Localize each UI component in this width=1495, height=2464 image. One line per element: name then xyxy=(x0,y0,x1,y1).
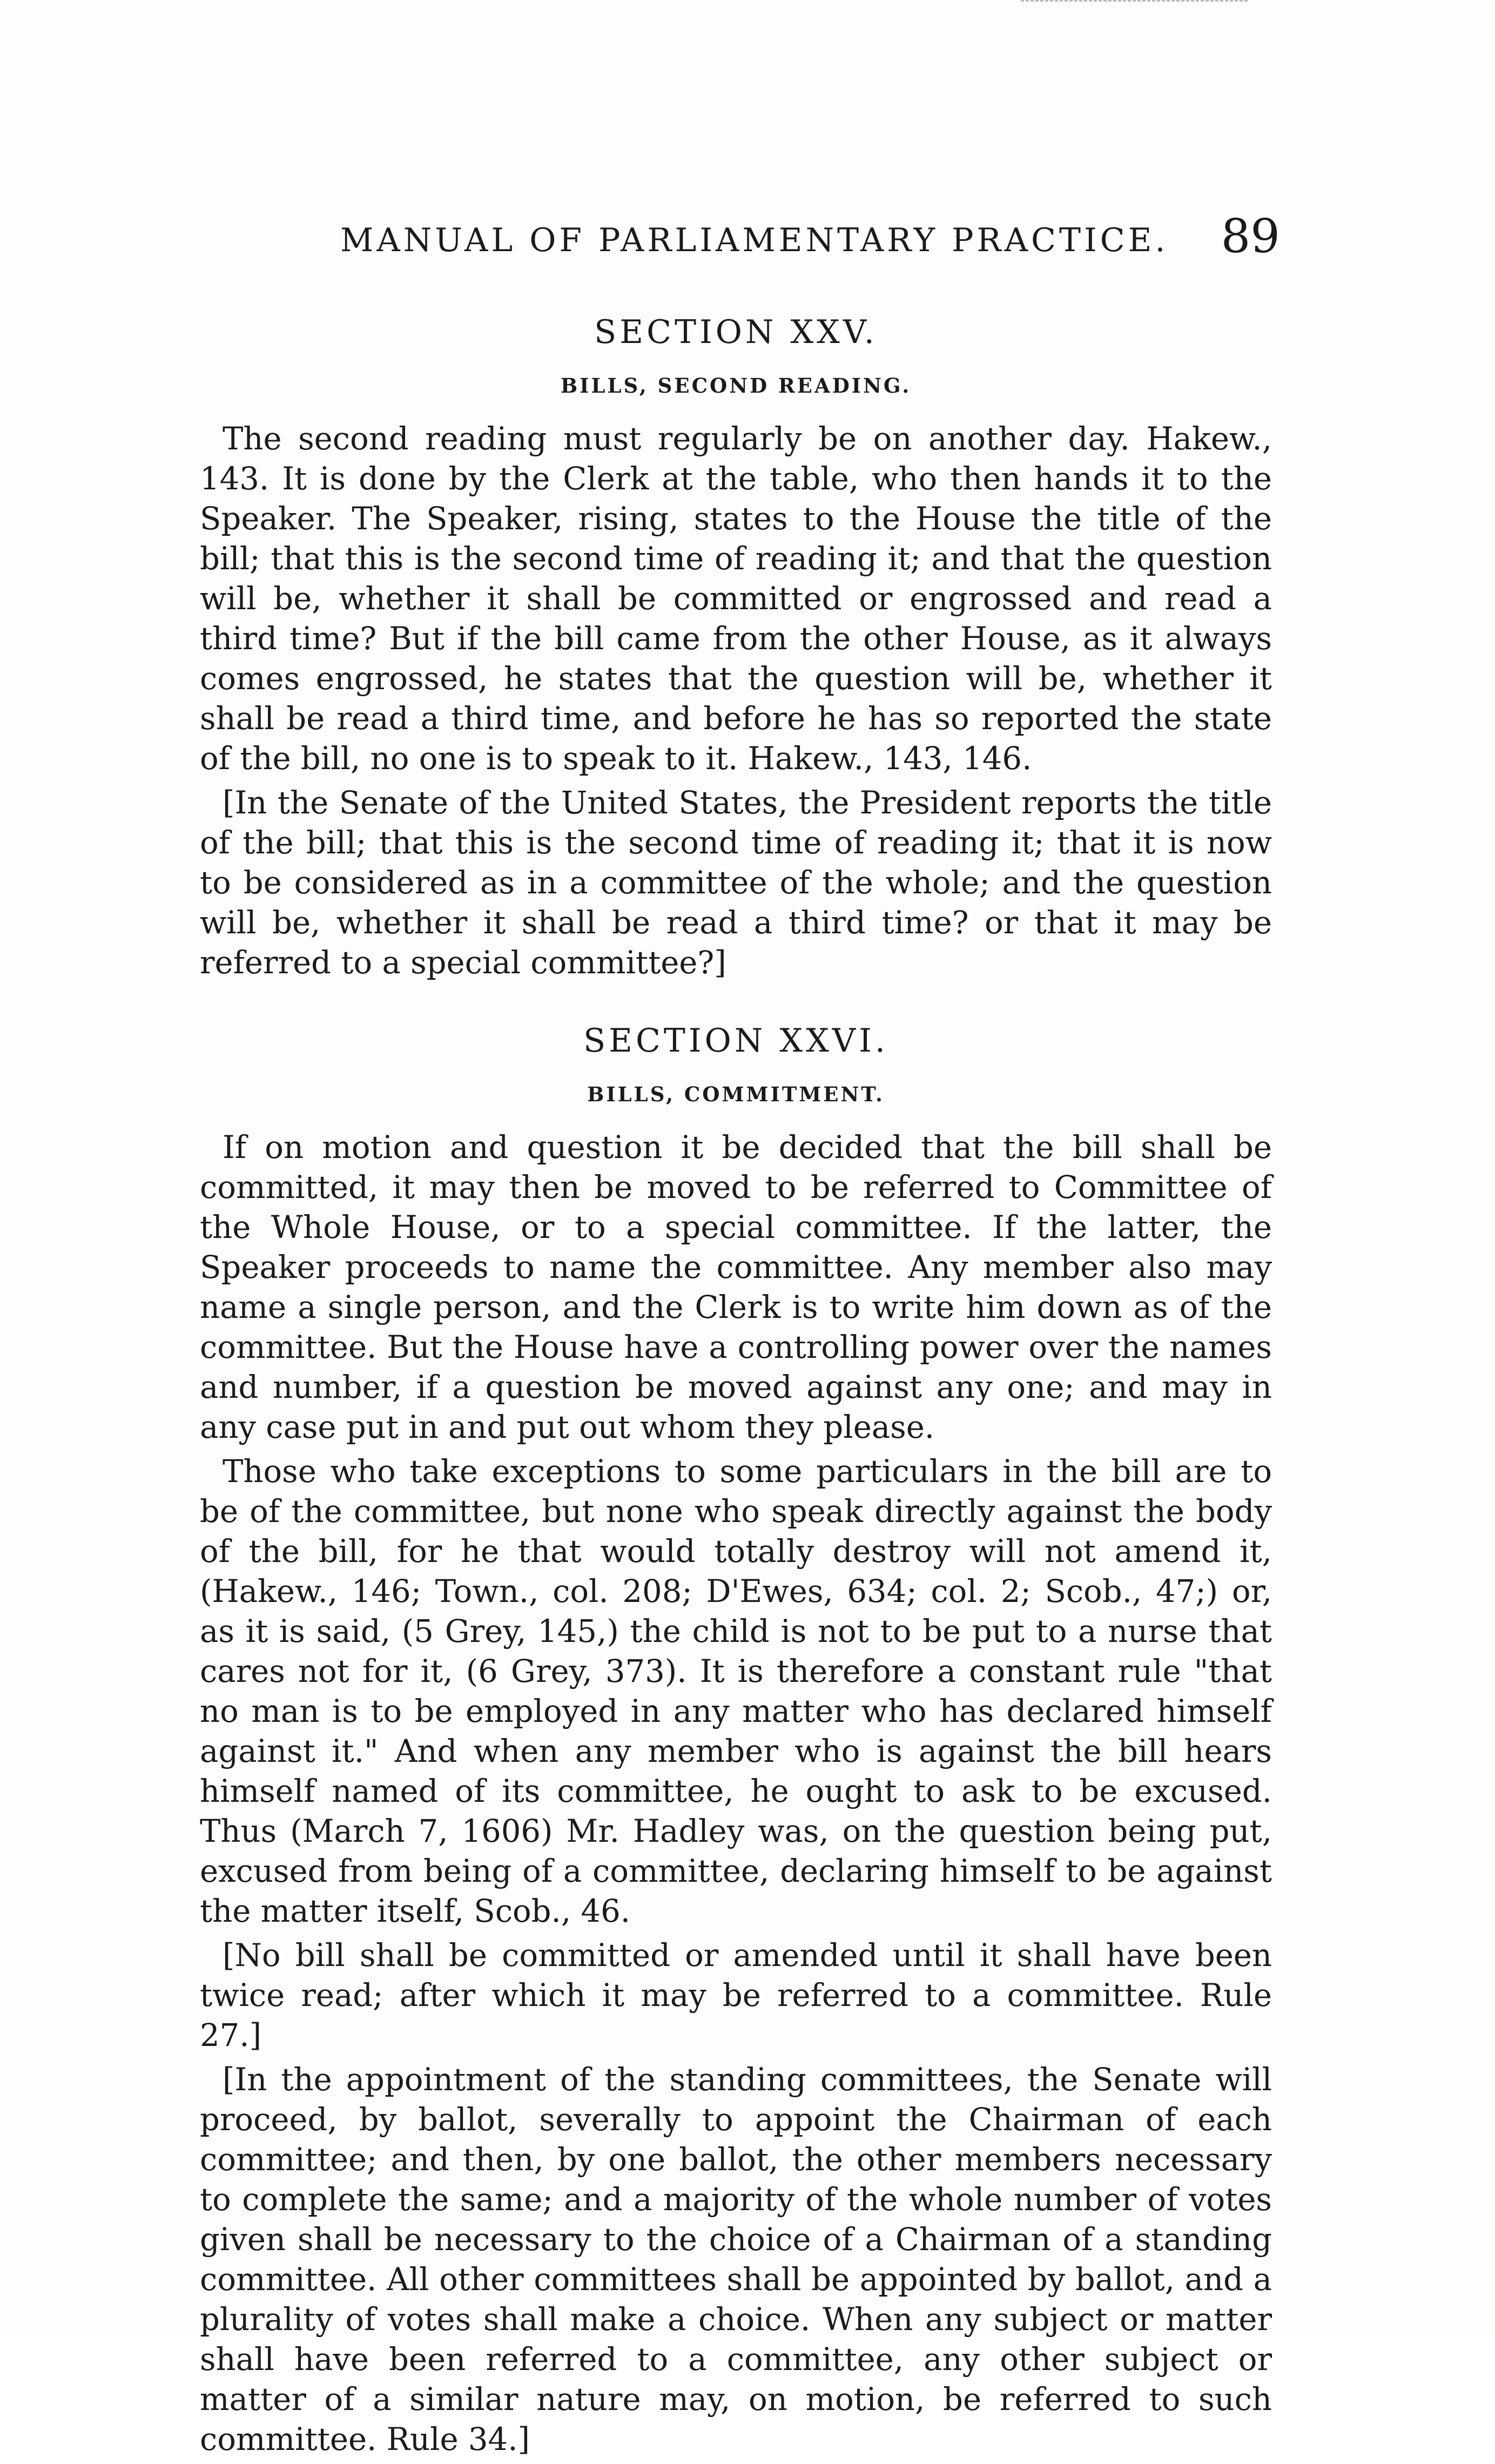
section-xxv xyxy=(200,313,1272,983)
page-body xyxy=(200,313,1272,2464)
section-spacer xyxy=(200,987,1272,1022)
paragraph: Those who take exceptions to some particulars in the bill are to be of the committee, but none who speak directly against the body of the bill, for he that would totally destroy will not amend it, (Hakew., 146; Town., col. 208; D'Ewes, 634; col. 2; Scob., 47;) or, as it is said, (5 Grey, 145,) the child is not to be put to a nurse that cares not for it, (6 Grey, 373). It is therefore a constant rule "that no man is to be employed in any matter who has declared himself against it." And when any member who is against the bill hears himself named of its committee, he ought to ask to be excused. Thus (March 7, 1606) Mr. Hadley was, on the question being put, excused from being of a committee, declaring himself to be against the matter itself, Scob., 46. xyxy=(200,1453,1272,1929)
paragraph: The second reading must regularly be on another day. Hakew., 143. It is done by the Clerk at the table, who then hands it to the Speaker. The Speaker, rising, states to the House the title of the bill; that this is the second time of reading it; and that the question will be, whether it shall be committed or engrossed and read a third time? But if the bill came from the other House, as it always comes engrossed, he states that the question will be, whether it shall be read a third time, and before he has so reported the state of the bill, no one is to speak to it. Hakew., 143, 146. xyxy=(200,421,1272,777)
section-title: SECTION XXVI. xyxy=(583,1022,888,1060)
running-head: MANUAL OF PARLIAMENTARY PRACTICE. xyxy=(340,221,1169,259)
paragraph: If on motion and question it be decided that the bill shall be committed, it may then be moved to be referred to Committee of the Whole House, or to a special committee. If the latter, the Speaker proceeds to name the committee. Any member also may name a single person, and the Clerk is to write him down as of the committee. But the House have a controlling power over the names and number, if a question be moved against any one; and may in any case put in and put out whom they please. xyxy=(200,1129,1272,1445)
section-subtitle: BILLS, COMMITMENT. xyxy=(587,1082,885,1106)
section-subtitle: BILLS, SECOND READING. xyxy=(560,374,912,398)
page-header xyxy=(200,210,1280,274)
page-number: 89 xyxy=(1221,210,1280,264)
section-title: SECTION XXV. xyxy=(594,313,878,351)
section-xxvi xyxy=(200,1022,1272,2460)
paragraph: [In the Senate of the United States, the President reports the title of the bill; that this is the second time of reading it; that it is now to be considered as in a committee of the whole; and the question will be, whether it shall be read a third time? or that it may be referred to a special committee?] xyxy=(200,785,1272,981)
paragraph: [No bill shall be committed or amended until it shall have been twice read; after which it may be referred to a committee. Rule 27.] xyxy=(200,1937,1272,2054)
paragraph: [In the appointment of the standing committees, the Senate will proceed, by ballot, severally to appoint the Chairman of each committee; and then, by one ballot, the other members necessary to complete the same; and a majority of the whole number of votes given shall be necessary to the choice of a Chairman of a standing committee. All other committees shall be appointed by ballot, and a plurality of votes shall make a choice. When any subject or matter shall have been referred to a committee, any other subject or matter of a similar nature may, on motion, be referred to such committee. Rule 34.] xyxy=(200,2062,1272,2458)
page-edge-rule xyxy=(1021,0,1248,5)
